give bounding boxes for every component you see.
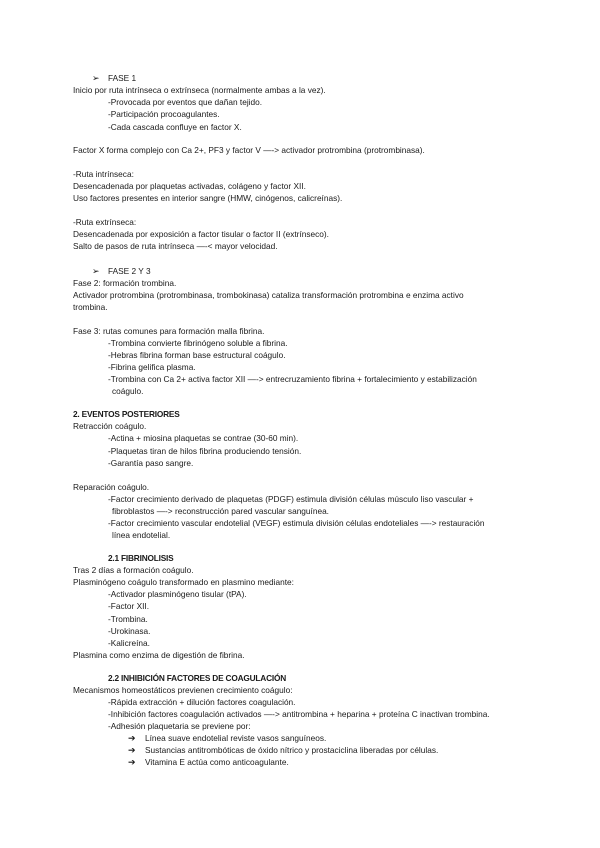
ruta-extrinseca-line: Salto de pasos de ruta intrínseca —-< mayor velocidad. bbox=[73, 241, 278, 251]
list-item: -Urokinasa. bbox=[108, 626, 151, 636]
activador-text: Activador protrombina (protrombinasa, trombokinasa) cataliza transformación protrombina e enzima activo bbox=[73, 290, 464, 300]
sub-list-item: Línea suave endotelial reviste vasos sanguíneos. bbox=[145, 733, 327, 743]
list-item: -Factor crecimiento vascular endotelial (VEGF) estimula división células endoteliales —-> restauración bbox=[108, 518, 485, 528]
list-item: -Inhibición factores coagulación activados —-> antitrombina + heparina + proteína C inactivan trombina. bbox=[108, 709, 490, 719]
list-item-cont: coágulo. bbox=[112, 386, 144, 396]
list-item: -Plaquetas tiran de hilos fibrina produciendo tensión. bbox=[108, 446, 302, 456]
fase1-title: FASE 1 bbox=[108, 73, 137, 83]
list-item: -Garantía paso sangre. bbox=[108, 458, 194, 468]
list-item: -Factor XII. bbox=[108, 601, 150, 611]
section-heading: 2.2 INHIBICIÓN FACTORES DE COAGULACIÓN bbox=[108, 673, 287, 683]
list-item: -Actina + miosina plaquetas se contrae (30-60 min). bbox=[108, 433, 299, 443]
list-item: -Kalicreína. bbox=[108, 638, 150, 648]
retraccion-text: Retracción coágulo. bbox=[73, 421, 147, 431]
ruta-intrinseca-line: Uso factores presentes en interior sangre (HMW, cinógenos, calicreínas). bbox=[73, 193, 343, 203]
list-item: -Trombina con Ca 2+ activa factor XII —-> entrecruzamiento fibrina + fortalecimiento y estabilización bbox=[108, 374, 477, 384]
fase23-title: FASE 2 Y 3 bbox=[108, 266, 151, 276]
list-item: -Trombina convierte fibrinógeno soluble a fibrina. bbox=[108, 338, 288, 348]
list-item: -Participación procoagulantes. bbox=[108, 109, 220, 119]
ruta-extrinseca-title: -Ruta extrínseca: bbox=[73, 217, 137, 227]
fase1-intro: Inicio por ruta intrínseca o extrínseca (normalmente ambas a la vez). bbox=[73, 85, 326, 95]
list-item: -Provocada por eventos que dañan tejido. bbox=[108, 97, 263, 107]
list-item: -Activador plasminógeno tisular (tPA). bbox=[108, 589, 247, 599]
arrow-right-icon: ➔ bbox=[128, 733, 136, 743]
activador-text-cont: trombina. bbox=[73, 302, 108, 312]
list-item: -Cada cascada confluye en factor X. bbox=[108, 122, 242, 132]
list-item-cont: fibroblastos —-> reconstrucción pared vascular sanguínea. bbox=[112, 506, 329, 516]
plasminogeno-text: Plasminógeno coágulo transformado en plasmino mediante: bbox=[73, 577, 294, 587]
sub-list-item: Sustancias antitrombóticas de óxido nítrico y prostaciclina liberadas por células. bbox=[145, 745, 439, 755]
tras-text: Tras 2 días a formación coágulo. bbox=[73, 565, 194, 575]
list-item: -Factor crecimiento derivado de plaquetas (PDGF) estimula división células músculo liso vascular + bbox=[108, 494, 474, 504]
section-heading: 2. EVENTOS POSTERIORES bbox=[73, 409, 180, 419]
ruta-intrinseca-line: Desencadenada por plaquetas activadas, colágeno y factor XII. bbox=[73, 181, 306, 191]
sub-list-item: Vitamina E actúa como anticoagulante. bbox=[145, 757, 289, 767]
arrow-right-icon: ➔ bbox=[128, 757, 136, 767]
arrow-bullet-icon: ➢ bbox=[92, 266, 100, 276]
list-item-cont: línea endotelial. bbox=[112, 530, 171, 540]
reparacion-text: Reparación coágulo. bbox=[73, 482, 150, 492]
arrow-right-icon: ➔ bbox=[128, 745, 136, 755]
factor-x-text: Factor X forma complejo con Ca 2+, PF3 y factor V —-> activador protrombina (protrombinasa). bbox=[73, 145, 425, 155]
fase2-text: Fase 2: formación trombina. bbox=[73, 278, 177, 288]
section-heading: 2.1 FIBRINOLISIS bbox=[108, 553, 174, 563]
arrow-bullet-icon: ➢ bbox=[92, 73, 100, 83]
ruta-intrinseca-title: -Ruta intrínseca: bbox=[73, 169, 134, 179]
list-item: -Hebras fibrina forman base estructural coágulo. bbox=[108, 350, 286, 360]
fase3-text: Fase 3: rutas comunes para formación malla fibrina. bbox=[73, 326, 265, 336]
list-item: -Adhesión plaquetaria se previene por: bbox=[108, 721, 251, 731]
mecanismos-text: Mecanismos homeostáticos previenen crecimiento coágulo: bbox=[73, 685, 293, 695]
list-item: -Fibrina gelifica plasma. bbox=[108, 362, 196, 372]
plasmina-text: Plasmina como enzima de digestión de fibrina. bbox=[73, 650, 245, 660]
ruta-extrinseca-line: Desencadenada por exposición a factor tisular o factor II (extrínseco). bbox=[73, 229, 329, 239]
list-item: -Trombina. bbox=[108, 614, 148, 624]
list-item: -Rápida extracción + dilución factores coagulación. bbox=[108, 697, 296, 707]
